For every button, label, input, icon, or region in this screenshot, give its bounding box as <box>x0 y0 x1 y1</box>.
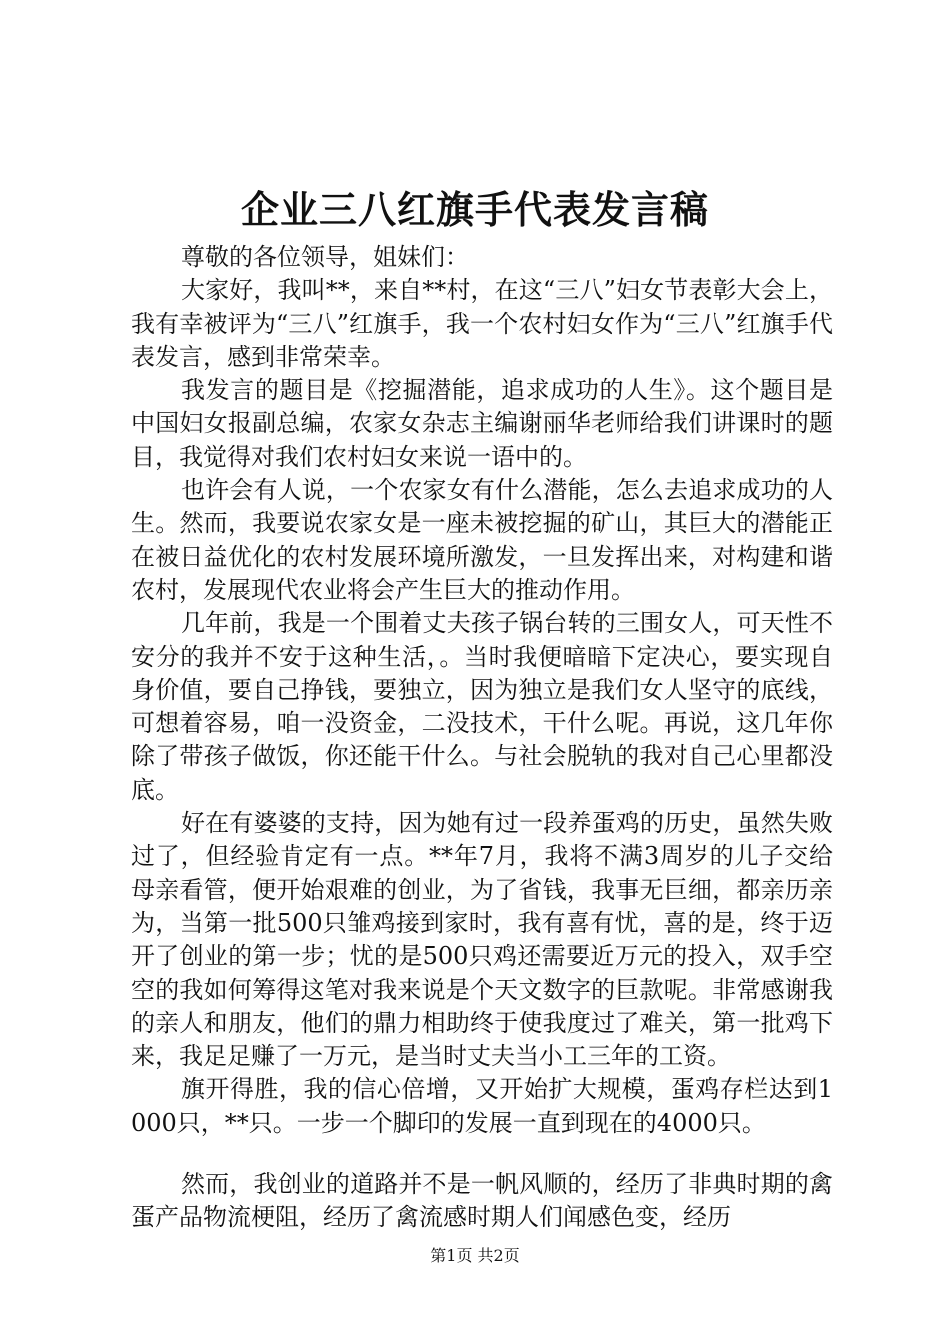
document-body <box>131 241 833 1235</box>
paragraph-intro: 大家好，我叫**，来自**村，在这“三八”妇女节表彰大会上，我有幸被评为“三八”红旗手，我一个农村妇女作为“三八”红旗手代表发言，感到非常荣幸。 <box>131 276 833 371</box>
paragraph-startup: 好在有婆婆的支持，因为她有过一段养蛋鸡的历史，虽然失败过了，但经验肯定有一点。**年7月，我将不满3周岁的儿子交给母亲看管，便开始艰难的创业，为了省钱，我事无巨细，都亲历亲为，当第一批500只雏鸡接到家时，我有喜有忧，喜的是，终于迈开了创业的第一步；忧的是500只鸡还需要近万元的投入，双手空空的我如何筹得这笔对我来说是个天文数字的巨款呢。非常感谢我的亲人和朋友，他们的鼎力相助终于使我度过了难关，第一批鸡下来，我足足赚了一万元，是当时丈夫当小工三年的工资。 <box>131 809 833 1071</box>
document-title: 企业三八红旗手代表发言稿 <box>240 187 709 232</box>
paragraph-challenges: 然而，我创业的道路并不是一帆风顺的，经历了非典时期的禽蛋产品物流梗阻，经历了禽流感时期人们闻感色变，经历 <box>131 1170 833 1232</box>
paragraph-potential: 也许会有人说，一个农家女有什么潜能，怎么去追求成功的人生。然而，我要说农家女是一座未被挖掘的矿山，其巨大的潜能正在被日益优化的农村发展环境所激发，一旦发挥出来，对构建和谐农村，发展现代农业将会产生巨大的推动作用。 <box>131 476 833 604</box>
paragraph-years-ago: 几年前，我是一个围着丈夫孩子锅台转的三围女人，可天性不安分的我并不安于这种生活，。当时我便暗暗下定决心，要实现自身价值，要自己挣钱，要独立，因为独立是我们女人坚守的底线，可想着容易，咱一没资金，二没技术，干什么呢。再说，这几年你除了带孩子做饭，你还能干什么。与社会脱轨的我对自己心里都没底。 <box>131 609 833 804</box>
paragraph-expansion: 旗开得胜，我的信心倍增，又开始扩大规模，蛋鸡存栏达到1000只，**只。一步一个脚印的发展一直到现在的4000只。 <box>131 1075 833 1137</box>
paragraph-spacer <box>131 1140 833 1168</box>
page-footer: 第1页 共2页 <box>430 1246 520 1265</box>
salutation: 尊敬的各位领导，姐妹们： <box>181 243 469 271</box>
paragraph-topic: 我发言的题目是《挖掘潜能，追求成功的人生》。这个题目是中国妇女报副总编，农家女杂志主编谢丽华老师给我们讲课时的题目，我觉得对我们农村妇女来说一语中的。 <box>131 376 833 471</box>
